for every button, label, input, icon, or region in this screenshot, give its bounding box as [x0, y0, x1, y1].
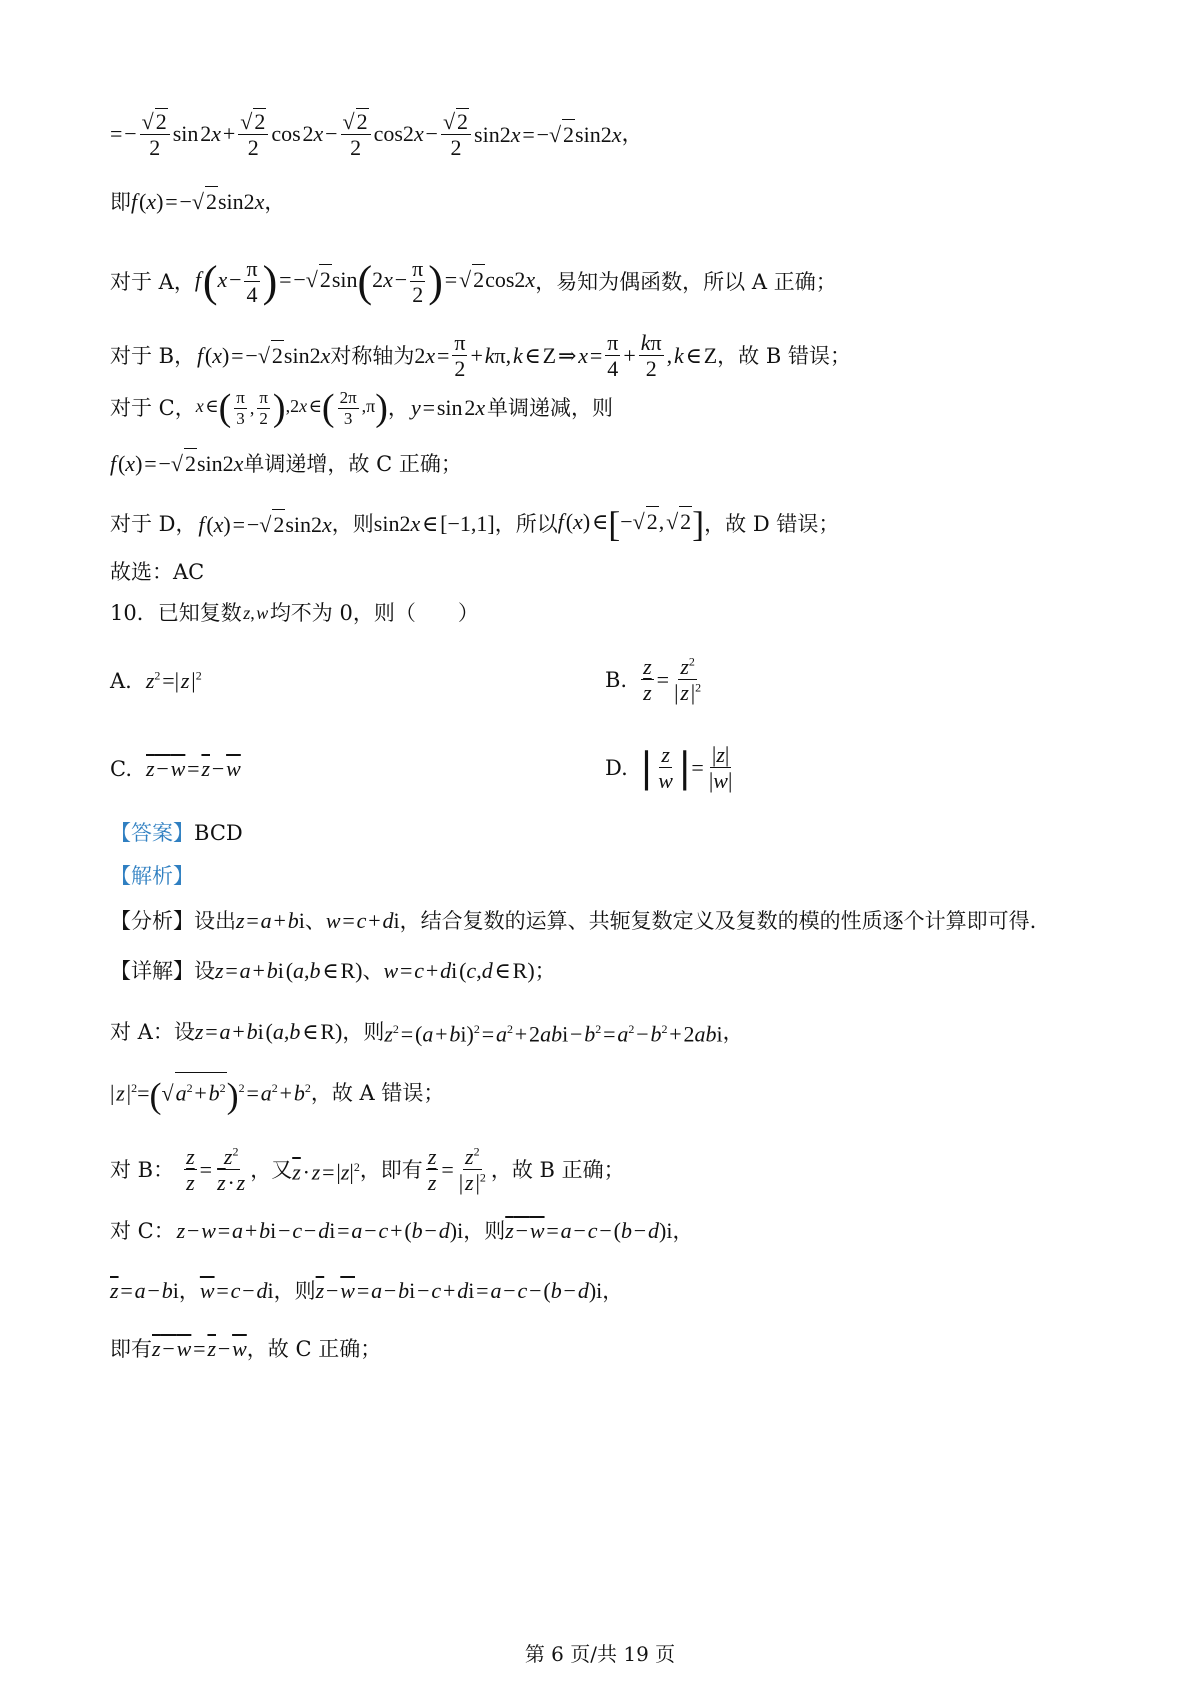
xiangjie-line: 【详解】 设 z = a + bi (a,b ∈ R) 、 w = c + di (c,d ∈ R) ； — [110, 958, 556, 983]
dui-b-line: 对 B： $\frac{z}{z}$ = $\frac{z^2}{\overline{z} \cdot z}$ ，又 $\overline{z}$ · z = $|z|^2$ ，即有 $\frac{z}{z}$ = $\frac{z^2}{| z |^2}$ ，故 B 正确； — [110, 1144, 625, 1196]
answer-value: BCD — [194, 821, 243, 845]
dui-c-line-2: $\overline{z}$ = a − bi ， $\overline{w}$ = c − di ，则 $\overline{z}$ − $\overline{w}$ = a − bi − c + di = a − c − (b − d)i ， — [110, 1278, 624, 1303]
prefix-text: 即 — [110, 189, 131, 214]
answer-choice: 故选：AC — [110, 560, 205, 584]
question-10: 10．已知复数 z, w 均不为 0，则（ ） — [110, 601, 479, 625]
analysis-heading: 【解析】 — [110, 864, 194, 888]
option-a-analysis: 对于 A， f (x − $\frac{\pi}{4}$ ) = −√2sin(2x − $\frac{\pi}{2}$ ) = √2cos2x ，易知为偶函数，所以 A 正确； — [110, 256, 837, 308]
fenxi-line: 【分析】 设出 z = a + bi 、 w = c + di ，结合复数的运算、共轭复数定义及复数的模的性质逐个计算即可得. — [110, 908, 1037, 933]
page-footer: 第 6 页/共 19 页 — [524, 1642, 676, 1666]
option-b-analysis: 对于 B， f (x) = −√2sin2x 对称轴为 2x = $\frac{\pi}{2}$ + kπ, k ∈ Z ⇒ x = $\frac{\pi}{4}$ + $\frac{k\pi}{2}$ , k ∈ Z ，故 B 错误； — [110, 330, 851, 382]
dui-c-line-1: 对 C： z − w = a + bi − c − di = a − c + (b − d)i ，则 z − w = a − c − (b − d)i ， — [110, 1218, 694, 1243]
option-d: D. | $\frac{z}{w}$ | = $\frac{|z|}{|w|}$ — [605, 742, 733, 794]
option-c-conclusion: f (x) = −√2sin2x 单调递增，故 C 正确； — [110, 448, 462, 479]
comma: ， — [621, 121, 644, 147]
equation-line-1: = − $\frac{√2}{2}$ sin 2x + $\frac{√2}{2}$ cos 2x − $\frac{√2}{2}$ cos2x − $\frac{√2}{2}$ sin2x = −√2sin2x ， — [110, 109, 644, 161]
option-d-analysis: 对于 D， f (x) = −√2sin2x ，则 sin2x ∈ [−1,1] ，所以 f (x) ∈[−√2, √2] ，故 D 错误； — [110, 504, 840, 544]
dui-a-line-1: 对 A：设 z = a + bi (a,b ∈ R) ，则 $z^2$ = (a + bi)$^2$ = $a^2$ + 2abi − $b^2$ = $a^2$ − $b^2$ + 2abi ， — [110, 1018, 744, 1047]
option-c-analysis: 对于 C， x ∈( $\frac{\pi}{3}$ , $\frac{\pi}{2}$ ),2x ∈( $\frac{2\pi}{3}$ ,π) ， y = sin 2x 单调递减，则 — [110, 387, 613, 430]
option-c: C. z − w = $\overline{z}$ − $\overline{w}$ — [110, 756, 241, 781]
conclusion-line: 即 f (x) = −√2sin2x ， — [110, 186, 285, 217]
option-b: B. $\frac{z}{z}$ = $\frac{z^2}{| z |^2}$ — [605, 654, 702, 706]
answer-line — [110, 818, 243, 848]
answer-tag: 【答案】 — [110, 821, 194, 845]
dui-c-line-3: 即有 z − w = $\overline{z}$ − $\overline{w}$ ，故 C 正确； — [110, 1336, 382, 1361]
dui-a-line-2: | z $|^2=(√a^2$ + $b^2)^2$ = $a^2$ + $b^2$ ，故 A 错误； — [110, 1072, 444, 1113]
option-a: A. $z^2$ =| z $|^2$ — [110, 668, 202, 693]
